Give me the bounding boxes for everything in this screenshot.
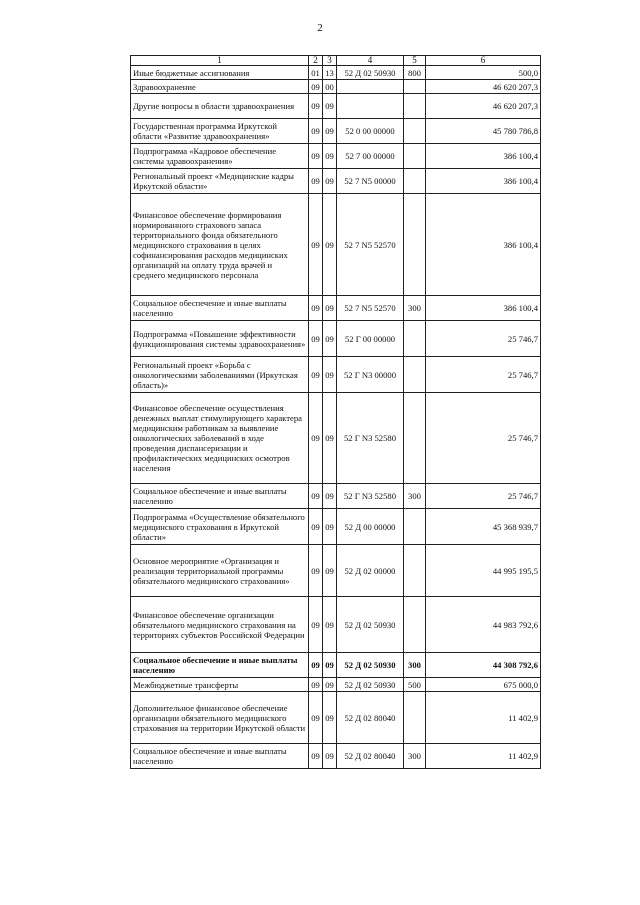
- row-target-code-cell: 52 Д 02 00000: [337, 545, 404, 597]
- row-name-cell: Социальное обеспечение и иные выплаты населению: [131, 744, 309, 769]
- row-expense-type-cell: [404, 321, 426, 357]
- row-section-cell: 09: [309, 144, 323, 169]
- row-target-code-cell: 52 Д 02 50930: [337, 597, 404, 653]
- table-row: [131, 744, 541, 769]
- row-subsection-cell: 09: [323, 296, 337, 321]
- row-expense-type-cell: [404, 169, 426, 194]
- row-expense-type-cell: [404, 144, 426, 169]
- row-target-code-cell: [337, 80, 404, 94]
- row-name-cell: Межбюджетные трансферты: [131, 678, 309, 692]
- row-section-cell: 09: [309, 194, 323, 296]
- table-row: [131, 296, 541, 321]
- table-row: [131, 653, 541, 678]
- row-name-cell: Социальное обеспечение и иные выплаты населению: [131, 653, 309, 678]
- table-row: [131, 194, 541, 296]
- row-name-cell: Другие вопросы в области здравоохранения: [131, 94, 309, 119]
- row-target-code-cell: 52 Г 00 00000: [337, 321, 404, 357]
- row-amount-cell: 11 402,9: [426, 692, 541, 744]
- row-target-code-cell: 52 7 N5 52570: [337, 194, 404, 296]
- row-expense-type-cell: [404, 119, 426, 144]
- row-expense-type-cell: [404, 393, 426, 484]
- row-expense-type-cell: 300: [404, 484, 426, 509]
- table-row: [131, 321, 541, 357]
- row-amount-cell: 44 995 195,5: [426, 545, 541, 597]
- table-body: [131, 66, 541, 769]
- row-subsection-cell: 13: [323, 66, 337, 80]
- row-name-cell: Подпрограмма «Повышение эффективности функционирования системы здравоохранения»: [131, 321, 309, 357]
- row-target-code-cell: 52 0 00 00000: [337, 119, 404, 144]
- row-name-cell: Государственная программа Иркутской области «Развитие здравоохранения»: [131, 119, 309, 144]
- row-expense-type-cell: 300: [404, 744, 426, 769]
- table-row: [131, 509, 541, 545]
- table-row: [131, 66, 541, 80]
- row-subsection-cell: 09: [323, 509, 337, 545]
- row-section-cell: 09: [309, 692, 323, 744]
- row-amount-cell: 45 780 786,8: [426, 119, 541, 144]
- row-name-cell: Здравоохранение: [131, 80, 309, 94]
- row-subsection-cell: 09: [323, 357, 337, 393]
- row-amount-cell: 25 746,7: [426, 484, 541, 509]
- table-row: [131, 80, 541, 94]
- table-row: [131, 545, 541, 597]
- row-subsection-cell: 09: [323, 94, 337, 119]
- row-name-cell: Финансовое обеспечение осуществления денежных выплат стимулирующего характера медицинским работникам за выявление онкологических заболеваний в ходе проведения диспансеризации и профилактических медицинских осмотров населения: [131, 393, 309, 484]
- row-amount-cell: 386 100,4: [426, 169, 541, 194]
- row-subsection-cell: 09: [323, 545, 337, 597]
- row-subsection-cell: 09: [323, 744, 337, 769]
- row-section-cell: 09: [309, 94, 323, 119]
- row-section-cell: 09: [309, 744, 323, 769]
- table-row: [131, 484, 541, 509]
- row-expense-type-cell: 800: [404, 66, 426, 80]
- row-section-cell: 09: [309, 321, 323, 357]
- row-expense-type-cell: [404, 357, 426, 393]
- row-subsection-cell: 09: [323, 144, 337, 169]
- row-section-cell: 09: [309, 678, 323, 692]
- row-amount-cell: 25 746,7: [426, 321, 541, 357]
- header-col-5: 5: [404, 56, 426, 66]
- row-expense-type-cell: [404, 80, 426, 94]
- row-expense-type-cell: 500: [404, 678, 426, 692]
- row-subsection-cell: 09: [323, 692, 337, 744]
- row-name-cell: Региональный проект «Медицинские кадры Иркутской области»: [131, 169, 309, 194]
- row-amount-cell: 386 100,4: [426, 194, 541, 296]
- row-section-cell: 09: [309, 597, 323, 653]
- row-name-cell: Подпрограмма «Осуществление обязательного медицинского страхования в Иркутской области»: [131, 509, 309, 545]
- header-row: [131, 56, 541, 66]
- row-section-cell: 09: [309, 509, 323, 545]
- row-amount-cell: 25 746,7: [426, 357, 541, 393]
- row-name-cell: Социальное обеспечение и иные выплаты населению: [131, 296, 309, 321]
- row-section-cell: 09: [309, 296, 323, 321]
- row-amount-cell: 45 368 939,7: [426, 509, 541, 545]
- row-target-code-cell: 52 Д 02 50930: [337, 653, 404, 678]
- row-subsection-cell: 09: [323, 597, 337, 653]
- row-name-cell: Дополнительное финансовое обеспечение организации обязательного медицинского страхования на территории Иркутской области: [131, 692, 309, 744]
- row-target-code-cell: 52 7 N5 52570: [337, 296, 404, 321]
- row-target-code-cell: 52 7 N5 00000: [337, 169, 404, 194]
- row-amount-cell: 25 746,7: [426, 393, 541, 484]
- row-expense-type-cell: 300: [404, 653, 426, 678]
- row-target-code-cell: 52 Г N3 52580: [337, 393, 404, 484]
- row-target-code-cell: 52 7 00 00000: [337, 144, 404, 169]
- row-target-code-cell: 52 Г N3 52580: [337, 484, 404, 509]
- row-subsection-cell: 09: [323, 653, 337, 678]
- table-row: [131, 169, 541, 194]
- table-row: [131, 597, 541, 653]
- table-row: [131, 144, 541, 169]
- row-section-cell: 09: [309, 357, 323, 393]
- header-col-2: 2: [309, 56, 323, 66]
- row-amount-cell: 386 100,4: [426, 296, 541, 321]
- table-row: [131, 357, 541, 393]
- row-name-cell: Финансовое обеспечение организации обязательного медицинского страхования на территориях субъектов Российской Федерации: [131, 597, 309, 653]
- row-target-code-cell: 52 Д 00 00000: [337, 509, 404, 545]
- row-name-cell: Основное мероприятие «Организация и реализация территориальной программы обязательного медицинского страхования»: [131, 545, 309, 597]
- row-amount-cell: 675 000,0: [426, 678, 541, 692]
- header-col-3: 3: [323, 56, 337, 66]
- row-amount-cell: 44 308 792,6: [426, 653, 541, 678]
- row-section-cell: 09: [309, 545, 323, 597]
- row-section-cell: 09: [309, 169, 323, 194]
- row-amount-cell: 46 620 207,3: [426, 80, 541, 94]
- row-name-cell: Финансовое обеспечение формирования нормированного страхового запаса территориального фонда обязательного медицинского страхования в целях софинансирования расходов медицинских организаций на оплату труда врачей и среднего медицинского персонала: [131, 194, 309, 296]
- row-section-cell: 09: [309, 80, 323, 94]
- row-target-code-cell: 52 Д 02 50930: [337, 66, 404, 80]
- row-subsection-cell: 09: [323, 119, 337, 144]
- row-section-cell: 09: [309, 653, 323, 678]
- row-expense-type-cell: [404, 94, 426, 119]
- row-target-code-cell: 52 Г N3 00000: [337, 357, 404, 393]
- table-row: [131, 678, 541, 692]
- row-name-cell: Иные бюджетные ассигнования: [131, 66, 309, 80]
- row-amount-cell: 46 620 207,3: [426, 94, 541, 119]
- row-subsection-cell: 09: [323, 678, 337, 692]
- row-target-code-cell: [337, 94, 404, 119]
- row-subsection-cell: 09: [323, 393, 337, 484]
- header-col-1: 1: [131, 56, 309, 66]
- row-expense-type-cell: [404, 509, 426, 545]
- budget-table: [130, 55, 541, 769]
- row-amount-cell: 44 983 792,6: [426, 597, 541, 653]
- row-section-cell: 09: [309, 393, 323, 484]
- row-expense-type-cell: [404, 194, 426, 296]
- row-expense-type-cell: [404, 597, 426, 653]
- row-subsection-cell: 09: [323, 169, 337, 194]
- table-row: [131, 94, 541, 119]
- row-subsection-cell: 00: [323, 80, 337, 94]
- row-subsection-cell: 09: [323, 484, 337, 509]
- row-amount-cell: 11 402,9: [426, 744, 541, 769]
- row-target-code-cell: 52 Д 02 50930: [337, 678, 404, 692]
- header-col-4: 4: [337, 56, 404, 66]
- row-expense-type-cell: [404, 692, 426, 744]
- row-name-cell: Социальное обеспечение и иные выплаты населению: [131, 484, 309, 509]
- row-expense-type-cell: [404, 545, 426, 597]
- row-amount-cell: 386 100,4: [426, 144, 541, 169]
- row-section-cell: 09: [309, 484, 323, 509]
- row-expense-type-cell: 300: [404, 296, 426, 321]
- header-col-6: 6: [426, 56, 541, 66]
- row-name-cell: Подпрограмма «Кадровое обеспечение системы здравоохранения»: [131, 144, 309, 169]
- table-row: [131, 119, 541, 144]
- row-target-code-cell: 52 Д 02 80040: [337, 744, 404, 769]
- row-amount-cell: 500,0: [426, 66, 541, 80]
- table-row: [131, 692, 541, 744]
- row-name-cell: Региональный проект «Борьба с онкологическими заболеваниями (Иркутская область)»: [131, 357, 309, 393]
- row-section-cell: 09: [309, 119, 323, 144]
- row-subsection-cell: 09: [323, 194, 337, 296]
- page-number: 2: [317, 22, 323, 34]
- row-section-cell: 01: [309, 66, 323, 80]
- row-subsection-cell: 09: [323, 321, 337, 357]
- row-target-code-cell: 52 Д 02 80040: [337, 692, 404, 744]
- table-row: [131, 393, 541, 484]
